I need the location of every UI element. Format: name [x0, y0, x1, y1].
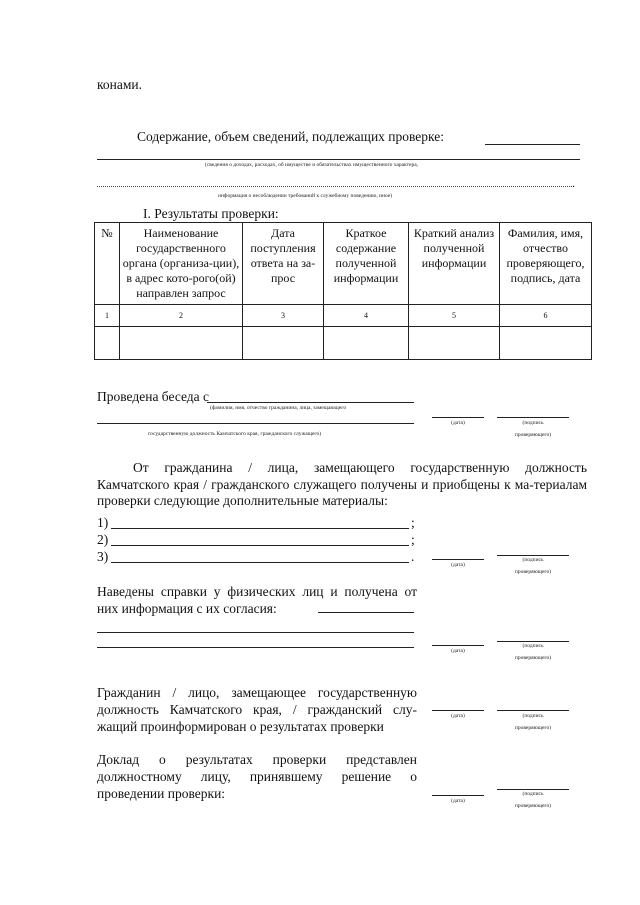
- date-label: (дата): [451, 648, 465, 654]
- materials-item-1-label: 1): [97, 515, 109, 530]
- sign-label-2: проверяющего): [514, 725, 552, 731]
- number-cell: 6: [500, 305, 592, 327]
- table-row[interactable]: [95, 327, 592, 360]
- number-cell: 5: [409, 305, 500, 327]
- number-cell: 4: [324, 305, 409, 327]
- table-cell[interactable]: [120, 327, 243, 360]
- number-cell: 3: [243, 305, 324, 327]
- table-cell[interactable]: [324, 327, 409, 360]
- results-title: I. Результаты проверки:: [143, 206, 279, 221]
- materials-item-3-label: 3): [97, 549, 109, 564]
- sign-label-1: (подпись: [522, 791, 544, 797]
- date-label: (дата): [451, 798, 465, 804]
- number-cell: 2: [120, 305, 243, 327]
- report-date-line[interactable]: [432, 795, 484, 796]
- materials-item-2-end: ;: [411, 532, 415, 547]
- number-cell: 1: [95, 305, 120, 327]
- conversation-fill-line-2[interactable]: [97, 423, 414, 424]
- conversation-sign-line[interactable]: [497, 417, 569, 418]
- content-fill-line-1[interactable]: [97, 159, 580, 160]
- table-header-row: [95, 223, 592, 305]
- inquiries-fill-line-3[interactable]: [97, 647, 414, 648]
- content-fill-end-dot: .: [572, 176, 575, 190]
- top-fragment: конами.: [97, 77, 142, 92]
- date-label: (дата): [451, 713, 465, 719]
- table-cell[interactable]: [95, 327, 120, 360]
- content-note-1: (сведения о доходах, расходах, об имуществе и обязательствах имущественного характера,: [205, 162, 419, 168]
- table-cell[interactable]: [243, 327, 324, 360]
- header-cell-summary: Краткое содержание полученной информации: [324, 223, 409, 305]
- sign-label-2: проверяющего): [514, 655, 552, 661]
- table-cell[interactable]: [500, 327, 592, 360]
- header-cell-inspector: Фамилия, имя, отчество проверяющего, подпись, дата: [500, 223, 592, 305]
- header-cell-date: Дата поступления ответа на за-прос: [243, 223, 324, 305]
- sign-label-1: (подпись: [522, 713, 544, 719]
- sign-label-1: (подпись: [522, 420, 544, 426]
- conversation-note-1: (фамилия, имя, отчество гражданина, лица, замещающего: [210, 405, 347, 411]
- materials-item-1-end: ;: [411, 515, 415, 530]
- conversation-date-line[interactable]: [432, 417, 484, 418]
- materials-sign-line[interactable]: [497, 555, 569, 556]
- inquiries-sign-line[interactable]: [497, 641, 569, 642]
- table-number-row: [95, 305, 592, 327]
- content-heading-fill-line[interactable]: [485, 144, 580, 145]
- inquiries-paragraph: Наведены справки у физических лиц и получена от них информация с их согласия:: [97, 584, 417, 616]
- header-cell-analysis: Краткий анализ полученной информации: [409, 223, 500, 305]
- informed-sign-line[interactable]: [497, 710, 569, 711]
- report-sign-line[interactable]: [497, 789, 569, 790]
- header-cell-no: №: [95, 223, 120, 305]
- results-table: [94, 222, 592, 360]
- informed-date-line[interactable]: [432, 710, 484, 711]
- materials-item-2-label: 2): [97, 532, 109, 547]
- materials-item-3-end: .: [411, 549, 415, 564]
- materials-date-line[interactable]: [432, 559, 484, 560]
- sign-label-1: (подпись: [522, 557, 544, 563]
- content-fill-line-2[interactable]: [97, 186, 574, 187]
- date-label: (дата): [451, 420, 465, 426]
- materials-item-1-line[interactable]: [111, 528, 409, 529]
- inquiries-date-line[interactable]: [432, 645, 484, 646]
- inquiries-fill-line-2[interactable]: [97, 632, 414, 633]
- conversation-note-2: государственную должность Камчатского края, гражданского служащего): [148, 431, 322, 437]
- content-heading: Содержание, объем сведений, подлежащих проверке:: [137, 129, 445, 144]
- header-cell-organ: Наименование государственного органа (организа-ции), в адрес кото-рого(ой) направлен запрос: [120, 223, 243, 305]
- informed-paragraph: Гражданин / лицо, замещающее государственную должность Камчатского края, / гражданский слу-жащий проинформирован о результатах проверки: [97, 685, 417, 734]
- sign-label-2: проверяющего): [514, 432, 552, 438]
- materials-paragraph: От гражданина / лица, замещающего государственную должность Камчатского края / гражданского служащего получены и приобщены к ма-териалам проверки следующие дополнительные материалы:: [97, 460, 587, 508]
- report-paragraph: Доклад о результатах проверки представлен должностному лицу, принявшему решение о проведении проверки:: [97, 752, 417, 801]
- materials-item-3-line[interactable]: [111, 562, 409, 563]
- date-label: (дата): [451, 562, 465, 568]
- inquiries-fill-line-1[interactable]: [318, 612, 414, 613]
- content-note-2: информация о несоблюдении требований к служебному поведению, иное): [218, 193, 393, 199]
- conversation-label: Проведена беседа с: [97, 389, 210, 404]
- sign-label-2: проверяющего): [514, 569, 552, 575]
- table-cell[interactable]: [409, 327, 500, 360]
- sign-label-1: (подпись: [522, 643, 544, 649]
- materials-item-2-line[interactable]: [111, 545, 409, 546]
- conversation-fill-line-1[interactable]: [207, 402, 414, 403]
- sign-label-2: проверяющего): [514, 803, 552, 809]
